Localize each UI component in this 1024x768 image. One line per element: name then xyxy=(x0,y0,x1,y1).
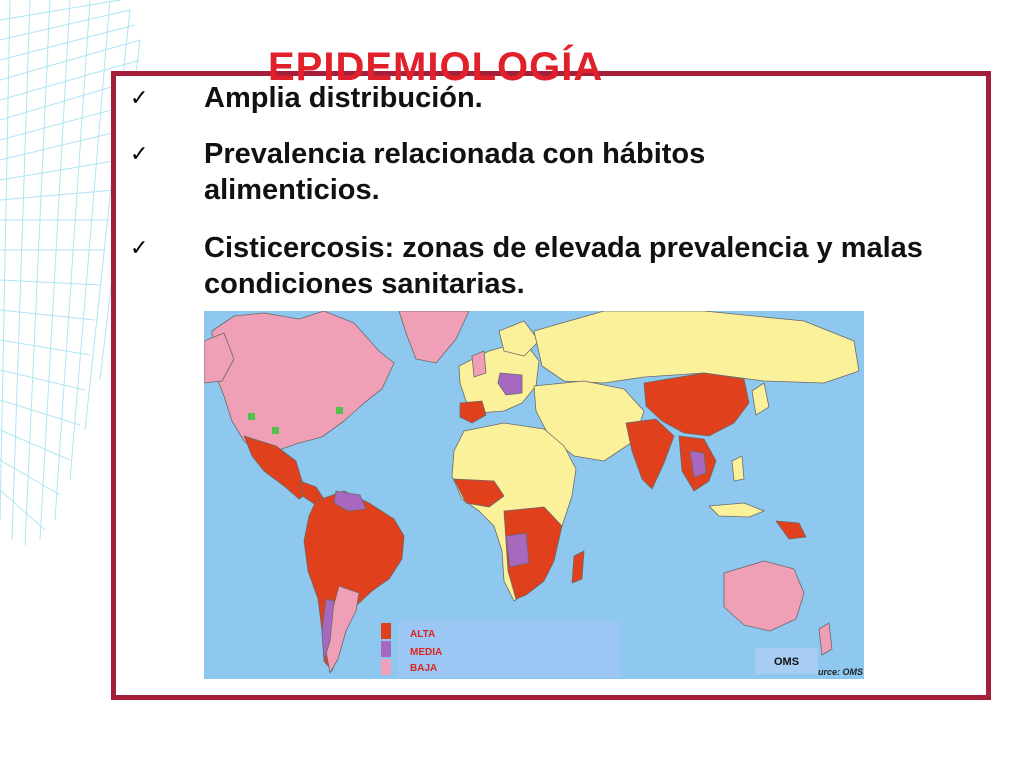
legend-swatch-medium xyxy=(381,641,391,657)
oms-credit-box: OMS xyxy=(755,648,818,674)
checkmark-icon: ✓ xyxy=(130,86,149,111)
green-marker xyxy=(272,427,279,434)
checkmark-icon: ✓ xyxy=(130,142,149,167)
legend-swatch-high xyxy=(381,623,391,639)
checkmark-icon: ✓ xyxy=(130,236,149,261)
bullet-text: Prevalencia relacionada con hábitos alimenticios. xyxy=(204,138,706,206)
slide-title: EPIDEMIOLOGÍA xyxy=(268,45,604,89)
bullet-text: Cisticercosis: zonas de elevada prevalencia y malas condiciones sanitarias. xyxy=(204,232,923,300)
legend-label-medium: MEDIA xyxy=(410,647,443,658)
legend-label-low: BAJA xyxy=(410,663,438,674)
legend-label-high: ALTA xyxy=(410,629,436,640)
source-credit: urce: OMS xyxy=(818,667,864,677)
region-uk xyxy=(472,351,486,377)
region-central-africa-medium xyxy=(506,533,529,567)
bullet-text: Amplia distribución. xyxy=(204,82,483,114)
green-marker xyxy=(248,413,255,420)
region-philippines xyxy=(732,456,744,481)
legend-swatch-low xyxy=(381,659,391,675)
region-madagascar xyxy=(572,551,584,583)
green-marker xyxy=(336,407,343,414)
world-prevalence-map xyxy=(204,311,864,679)
map-legend xyxy=(398,621,620,677)
